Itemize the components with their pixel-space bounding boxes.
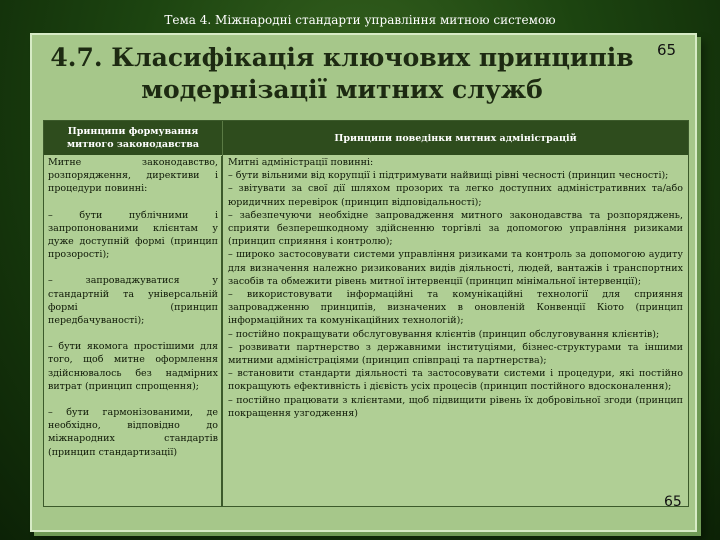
behavior-item: – широко застосовувати системи управління ризиками та контроль за допомогою аудиту для визначення належно ризикованих видів діяльності, людей, вантажів і транспортних засобів та обмежити рівень митної інтервенції (принцип мінімальної інтервенції); [228,249,683,287]
slide-number-bottom: 65 [664,494,682,510]
behavior-item: – постійно працювати з клієнтами, щоб підвищити рівень їх добровільної згоди (принцип покращення узгодження) [228,394,683,419]
slide-number-top: 65 [657,41,677,59]
slide-title [42,42,642,106]
legislation-principles-column [48,156,222,506]
column-header-behavior: Принципи поведінки митних адміністрацій [223,121,688,155]
principles-table [43,120,689,507]
behavior-item: – постійно покращувати обслуговування клієнтів (принцип обслуговування клієнтів); [228,328,660,340]
legislation-intro: Митне законодавство, розпорядження, директиви і процедури повинні: [48,157,218,195]
behavior-item: – звітувати за свої дії шляхом прозорих та легко доступних адміністративних та/або юридичних перевірок (принцип відповідальності); [228,183,683,208]
behavior-principles-column [228,156,683,506]
behavior-item: – використовувати інформаційні та комунікаційні технології для сприяння запровадженню принципів, визначених в оновленій Конвенції Кіото (принцип інформаційних та комунікаційних технологій); [228,289,683,327]
column-divider [222,155,223,506]
behavior-item: – встановити стандарти діяльності та застосовувати системи і процедури, які постійно покращують ефективність і дієвість усіх процесів (принцип постійного вдосконалення); [228,368,683,393]
legislation-item: – бути якомога простішими для того, щоб митне оформлення здійснювалось без надмірних витрат (принцип спрощення); [48,341,218,392]
behavior-item: – забезпечуючи необхідне запровадження митного законодавства та розпоряджень, сприяти безперешкодному здійсненню торгівлі за допомогою управління ризиками (принцип сприяння і контролю); [228,209,683,248]
legislation-item: – бути публічними і запропонованими клієнтам у дуже доступній формі (принцип прозорості); [48,209,218,261]
behavior-item: – розвивати партнерство з державними інституціями, бізнес-структурами та іншими митними адміністраціями (принцип співпраці та партнерства); [228,341,683,367]
behavior-item: – бути вільними від корупції і підтримувати найвищі рівні чесності (принцип чесності); [228,170,669,182]
slide-title-line-1: 4.7. Класифікація ключових принципів [50,43,634,72]
column-header-legislation: Принципи формування митного законодавства [44,121,223,155]
behavior-intro: Митні адміністрації повинні: [228,157,374,168]
slide-title-line-2: модернізації митних служб [141,75,543,104]
lecture-topic-header: Тема 4. Міжнародні стандарти управління митною системою [164,13,556,27]
legislation-item: – запроваджуватися у стандартній та універсальній формі (принцип передбачуваності); [48,275,218,327]
legislation-item: – бути гармонізованими, де необхідно, відповідно до міжнародних стандартів (принцип стандартизації) [48,407,218,458]
